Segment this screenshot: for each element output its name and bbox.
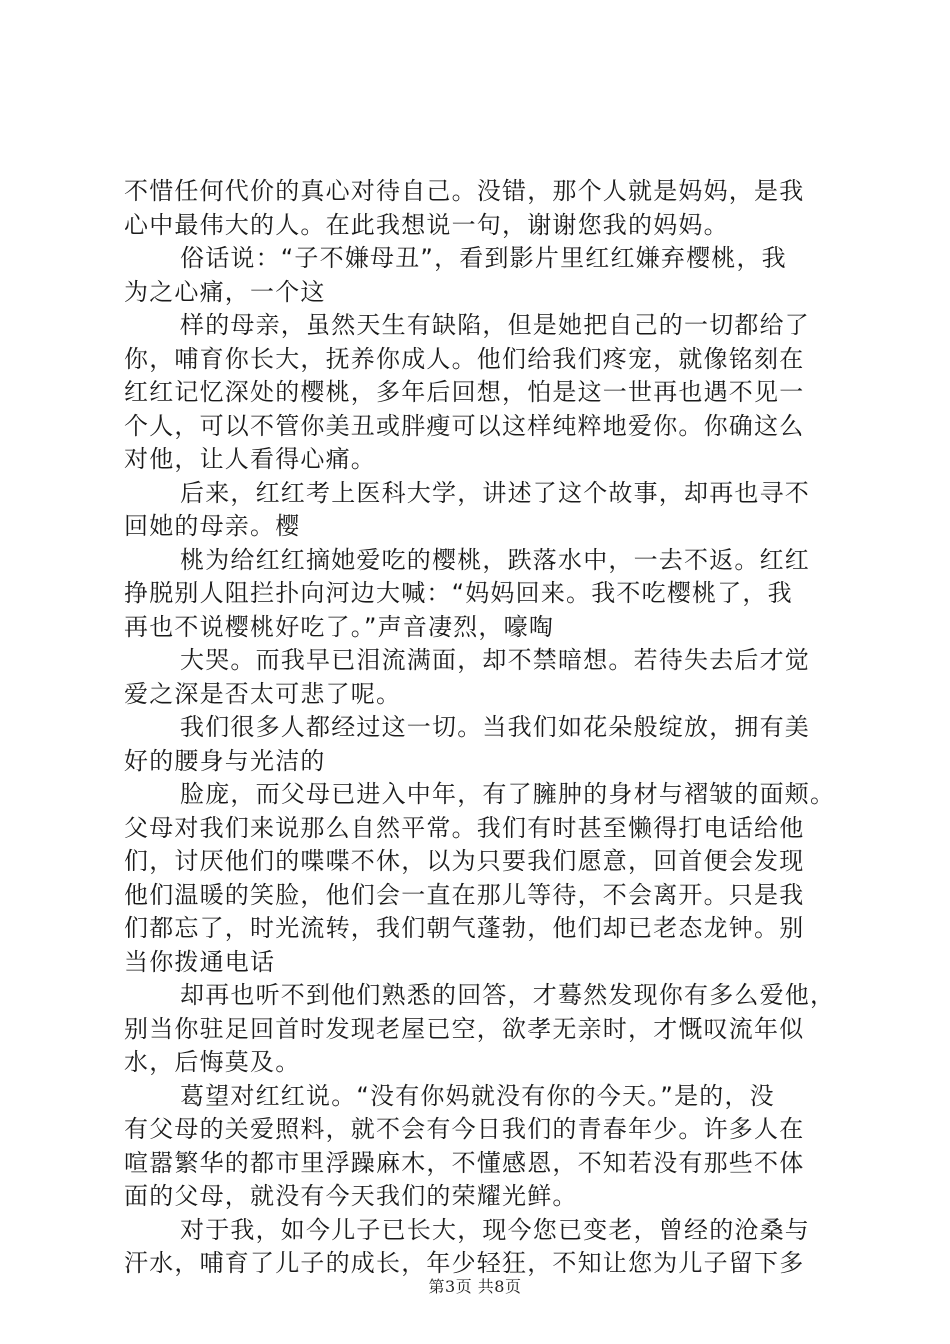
text-line: 他们温暖的笑脸，他们会一直在那儿等待，不会离开。只是我 [124,880,805,909]
text-line: 俗话说：“子不嫌母丑”，看到影片里红红嫌弃樱桃，我 [180,244,787,272]
text-line: 却再也听不到他们熟悉的回答，才蓦然发现你有多么爱他， [180,981,836,1009]
text-line: 回她的母亲。樱 [124,512,301,540]
text-line: 父母对我们来说那么自然平常。我们有时甚至懒得打电话给他 [124,813,805,842]
text-line: 们，讨厌他们的喋喋不休，以为只要我们愿意，回首便会发现 [124,847,805,875]
text-line: 为之心痛，一个这 [124,277,326,306]
text-line: 挣脱别人阻拦扑向河边大喊：“妈妈回来。我不吃樱桃了，我 [124,579,793,607]
text-line: 后来，红红考上医科大学，讲述了这个故事，却再也寻不 [180,478,810,507]
text-line: 再也不说樱桃好吃了。”声音凄烈，嚎啕 [124,612,555,641]
text-line: 喧嚣繁华的都市里浮躁麻木，不懂感恩，不知若没有那些不体 [124,1148,805,1177]
text-line: 们都忘了，时光流转，我们朝气蓬勃，他们却已老态龙钟。别 [124,914,805,942]
text-line: 大哭。而我早已泪流满面，却不禁暗想。若待失去后才觉 [180,646,810,674]
text-line: 你，哺育你长大，抚养你成人。他们给我们疼宠，就像铭刻在 [124,344,805,373]
document-body [124,175,834,1281]
text-line: 对于我，如今儿子已长大，现今您已变老，曾经的沧桑与 [180,1215,810,1244]
text-line: 脸庞，而父母已进入中年，有了臃肿的身材与褶皱的面颊。 [180,780,836,808]
text-line: 心中最伟大的人。在此我想说一句，谢谢您我的妈妈。 [124,210,729,239]
text-line: 红红记忆深处的樱桃，多年后回想，怕是这一世再也遇不见一 [124,378,805,406]
text-line: 葛望对红红说。“没有你妈就没有你的今天。”是的，没 [180,1081,775,1110]
text-line: 爱之深是否太可悲了呢。 [124,679,402,708]
text-line: 桃为给红红摘她爱吃的樱桃，跌落水中，一去不返。红红 [180,545,810,574]
text-line: 个人，可以不管你美丑或胖瘦可以这样纯粹地爱你。你确这么 [124,411,805,440]
text-line: 当你拨通电话 [124,947,276,976]
text-line: 我们很多人都经过这一切。当我们如花朵般绽放，拥有美 [180,713,810,741]
text-line: 不惜任何代价的真心对待自己。没错，那个人就是妈妈，是我 [124,177,805,205]
text-line: 水，后悔莫及。 [124,1048,301,1076]
text-line: 别当你驻足回首时发现老屋已空，欲孝无亲时，才慨叹流年似 [124,1014,805,1043]
text-line: 汗水，哺育了儿子的成长，年少轻狂，不知让您为儿子留下多 [124,1249,805,1277]
text-line: 面的父母，就没有今天我们的荣耀光鲜。 [124,1182,578,1210]
text-line: 有父母的关爱照料，就不会有今日我们的青春年少。许多人在 [124,1115,805,1143]
text-line: 对他，让人看得心痛。 [124,445,376,473]
page-footer: 第3页 共8页 [428,1277,522,1296]
text-line: 样的母亲，虽然天生有缺陷，但是她把自己的一切都给了 [180,311,810,339]
text-line: 好的腰身与光洁的 [124,746,326,775]
